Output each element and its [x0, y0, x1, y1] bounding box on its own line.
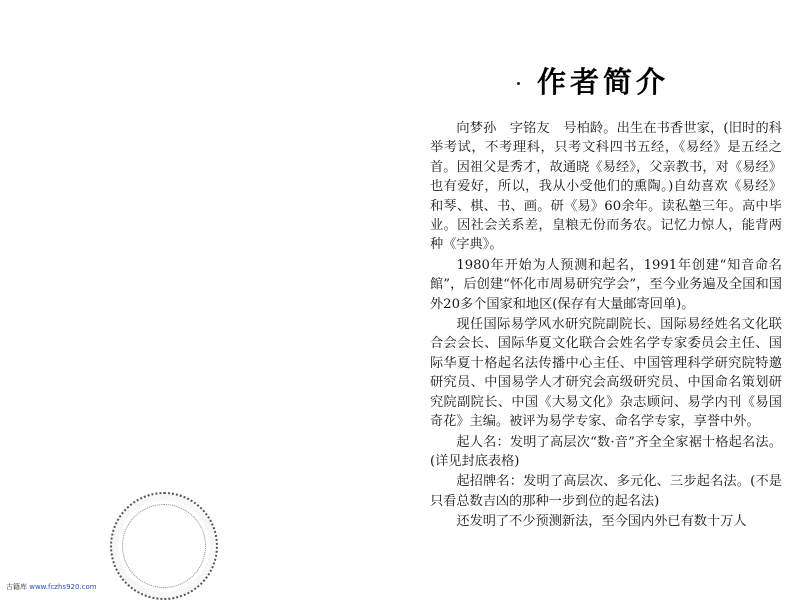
- watermark: [6, 582, 97, 592]
- ink-dot: [517, 82, 520, 85]
- biography-text: [430, 119, 782, 533]
- watermark-prefix: 古籍库: [6, 583, 27, 591]
- paragraph: 还发明了不少预测新法，至今国内外已有数十万人: [456, 514, 747, 530]
- paragraph: 起招牌名：发明了高层次、多元化、三步起名法。(不是只看总数吉凶的那种一步到位的起名法): [430, 474, 782, 509]
- watermark-url[interactable]: www.fczhs920.com: [29, 583, 97, 591]
- page-title: 作者简介: [537, 65, 670, 99]
- paragraph: 起人名：发明了高层次“数·音”齐全全家裾十格起名法。(详见封底表格): [430, 434, 782, 469]
- seal-stamp: [110, 492, 218, 600]
- paragraph: 向梦孙 字铭友 号柏龄。出生在书香世家，(旧时的科举考试，不考理科，只考文科四书五经，《易经》是五经之首。因祖父是秀才，故通晓《易经》，父亲教书，对《易经》也有爱好，所以，我从小受他们的熏陶。)自幼喜欢《易经》和琴、棋、书、画。研《易》60余年。读私塾三年。高中毕业。因社会关系差，皇粮无份而务农。记忆力惊人，能背两种《字典》。: [430, 121, 782, 253]
- paragraph: 1980年开始为人预测和起名，1991年创建“知音命名館”，后创建“怀化市周易研究学会”，至今业务遍及全国和国外20多个国家和地区(保存有大量邮寄回单)。: [430, 257, 782, 312]
- paragraph: 现任国际易学风水研究院副院长、国际易经姓名文化联合会会长、国际华夏文化联合会姓名学专家委员会主任、国际华夏十格起名法传播中心主任、中国管理科学研究院特邀研究员、中国易学人才研究会高级研究员、中国命名策划研究院副院长、中国《大易文化》杂志顾问、易学内刊《易国奇花》主编。被评为易学专家、命名学专家，享誉中外。: [430, 317, 782, 430]
- left-page: [0, 0, 400, 594]
- right-page: [400, 0, 793, 594]
